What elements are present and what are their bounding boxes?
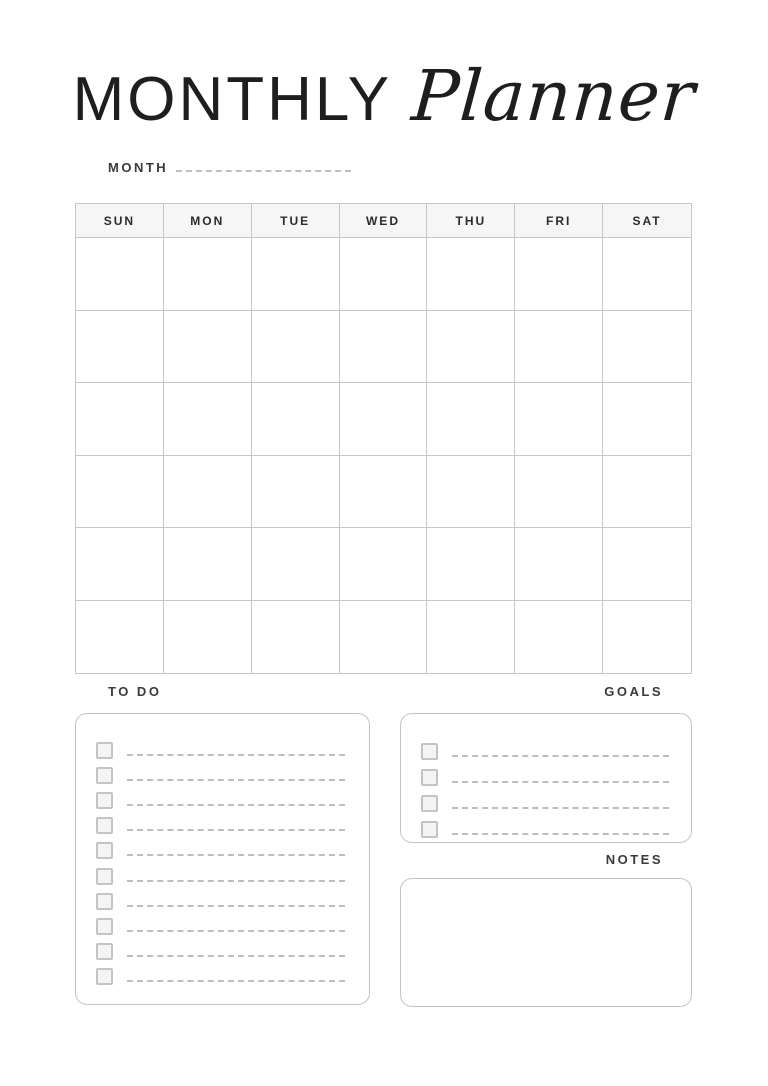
calendar-day-cell[interactable] (603, 383, 691, 456)
write-in-line[interactable] (127, 854, 345, 856)
calendar-day-cell[interactable] (164, 311, 252, 384)
calendar-day-cell[interactable] (340, 383, 428, 456)
title-planner-script: Planner (409, 55, 699, 137)
month-row (108, 158, 351, 175)
checkbox-icon[interactable] (421, 821, 438, 838)
checkbox-icon[interactable] (96, 893, 113, 910)
day-header-sat: SAT (603, 204, 691, 238)
calendar-day-cell[interactable] (76, 456, 164, 529)
calendar-day-cell[interactable] (427, 383, 515, 456)
calendar-day-cell[interactable] (76, 311, 164, 384)
calendar-day-cell[interactable] (76, 238, 164, 311)
checkbox-icon[interactable] (96, 742, 113, 759)
calendar-grid (75, 203, 692, 674)
goals-box (400, 713, 692, 843)
write-in-line[interactable] (127, 804, 345, 806)
calendar-day-cell[interactable] (340, 528, 428, 601)
todo-item (96, 935, 345, 960)
checkbox-icon[interactable] (96, 767, 113, 784)
checkbox-icon[interactable] (96, 817, 113, 834)
checkbox-icon[interactable] (96, 918, 113, 935)
month-label: MONTH (108, 160, 169, 175)
calendar-day-cell[interactable] (252, 456, 340, 529)
month-input-line[interactable] (176, 158, 351, 172)
write-in-line[interactable] (127, 955, 345, 957)
day-header-tue: TUE (252, 204, 340, 238)
checkbox-icon[interactable] (421, 743, 438, 760)
write-in-line[interactable] (127, 905, 345, 907)
todo-item (96, 910, 345, 935)
goals-label: GOALS (604, 684, 663, 699)
calendar-day-cell[interactable] (340, 238, 428, 311)
notes-box[interactable] (400, 878, 692, 1007)
goal-item (421, 786, 669, 812)
write-in-line[interactable] (452, 833, 669, 835)
goal-item (421, 812, 669, 838)
calendar-day-cell[interactable] (603, 311, 691, 384)
page-title (0, 55, 768, 150)
calendar-day-cell[interactable] (515, 238, 603, 311)
todo-item (96, 734, 345, 759)
checkbox-icon[interactable] (96, 842, 113, 859)
calendar-day-cell[interactable] (603, 238, 691, 311)
todo-item (96, 859, 345, 884)
checkbox-icon[interactable] (421, 769, 438, 786)
calendar-day-cell[interactable] (252, 238, 340, 311)
calendar-day-cell[interactable] (76, 601, 164, 674)
day-header-fri: FRI (515, 204, 603, 238)
todo-item (96, 834, 345, 859)
todo-item (96, 809, 345, 834)
write-in-line[interactable] (452, 807, 669, 809)
goal-item (421, 734, 669, 760)
calendar-day-cell[interactable] (340, 456, 428, 529)
calendar-day-cell[interactable] (515, 456, 603, 529)
calendar-day-cell[interactable] (603, 456, 691, 529)
checkbox-icon[interactable] (96, 943, 113, 960)
title-monthly: MONTHLY (72, 65, 393, 134)
goal-item (421, 760, 669, 786)
calendar-day-cell[interactable] (76, 528, 164, 601)
day-header-thu: THU (427, 204, 515, 238)
write-in-line[interactable] (127, 754, 345, 756)
calendar-day-cell[interactable] (515, 528, 603, 601)
calendar-header-row (76, 204, 691, 238)
calendar-day-cell[interactable] (340, 601, 428, 674)
calendar-day-cell[interactable] (515, 311, 603, 384)
calendar-day-cell[interactable] (164, 383, 252, 456)
write-in-line[interactable] (452, 755, 669, 757)
write-in-line[interactable] (452, 781, 669, 783)
calendar-day-cell[interactable] (603, 528, 691, 601)
calendar-day-cell[interactable] (427, 528, 515, 601)
todo-label: TO DO (108, 684, 162, 699)
calendar-day-cell[interactable] (427, 601, 515, 674)
write-in-line[interactable] (127, 880, 345, 882)
todo-item (96, 885, 345, 910)
calendar-day-cell[interactable] (76, 383, 164, 456)
calendar-day-cell[interactable] (603, 601, 691, 674)
todo-box (75, 713, 370, 1005)
write-in-line[interactable] (127, 779, 345, 781)
calendar-day-cell[interactable] (164, 238, 252, 311)
calendar-body (76, 238, 691, 673)
calendar-day-cell[interactable] (427, 456, 515, 529)
checkbox-icon[interactable] (96, 968, 113, 985)
calendar-day-cell[interactable] (164, 528, 252, 601)
checkbox-icon[interactable] (96, 868, 113, 885)
todo-item (96, 784, 345, 809)
day-header-wed: WED (340, 204, 428, 238)
write-in-line[interactable] (127, 829, 345, 831)
day-header-sun: SUN (76, 204, 164, 238)
todo-item (96, 960, 345, 985)
calendar-day-cell[interactable] (515, 383, 603, 456)
write-in-line[interactable] (127, 980, 345, 982)
calendar-day-cell[interactable] (252, 528, 340, 601)
calendar-day-cell[interactable] (252, 383, 340, 456)
calendar-day-cell[interactable] (427, 238, 515, 311)
calendar-day-cell[interactable] (252, 601, 340, 674)
calendar-day-cell[interactable] (164, 456, 252, 529)
calendar-day-cell[interactable] (252, 311, 340, 384)
calendar-day-cell[interactable] (515, 601, 603, 674)
calendar-day-cell[interactable] (340, 311, 428, 384)
checkbox-icon[interactable] (96, 792, 113, 809)
calendar-day-cell[interactable] (164, 601, 252, 674)
write-in-line[interactable] (127, 930, 345, 932)
day-header-mon: MON (164, 204, 252, 238)
calendar-day-cell[interactable] (427, 311, 515, 384)
notes-label: NOTES (605, 852, 663, 867)
checkbox-icon[interactable] (421, 795, 438, 812)
todo-item (96, 759, 345, 784)
